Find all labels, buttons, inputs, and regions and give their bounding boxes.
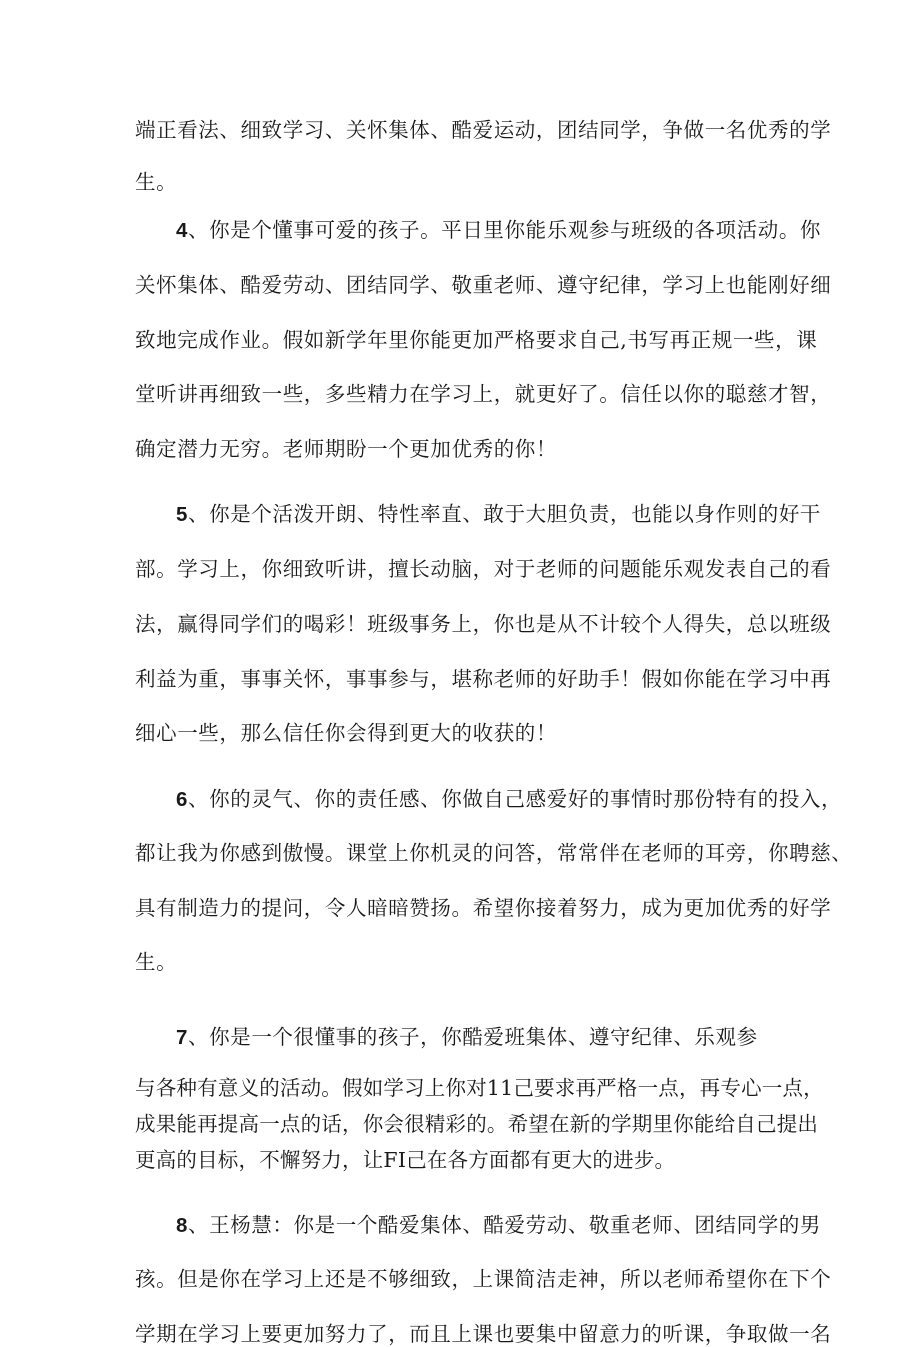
line-text: 都让我为你感到傲慢。课堂上你机灵的问答，常常伴在老师的耳旁，你聘慈、 bbox=[135, 841, 853, 865]
line-text: 成果能再提高一点的话，你会很精彩的。希望在新的学期里你能给自己提出 bbox=[135, 1112, 819, 1136]
line-text: 生。 bbox=[135, 170, 178, 194]
text-line bbox=[135, 1147, 675, 1173]
item-number: 6 bbox=[176, 788, 189, 811]
line-text: 学期在学习上要更加努力了，而且上课也要集中留意力的听课，争取做一名 bbox=[135, 1322, 832, 1346]
line-text: 更高的目标，不懈努力，让FI己在各方面都有更大的进步。 bbox=[135, 1148, 676, 1172]
line-text: 堂听讲再细致一些，多些精力在学习上，就更好了。信任以你的聪慈才智， bbox=[135, 382, 832, 406]
item-number: 4 bbox=[176, 219, 189, 242]
line-text: 细心一些，那么信任你会得到更大的收获的！ bbox=[135, 721, 557, 745]
line-text: 端正看法、细致学习、关怀集体、酷爱运动，团结同学，争做一名优秀的学 bbox=[135, 118, 832, 142]
text-line bbox=[135, 720, 557, 746]
text-line bbox=[135, 949, 177, 975]
line-text: 关怀集体、酷爱劳动、团结同学、敬重老师、遵守纪律，学习上也能刚好细 bbox=[135, 273, 832, 297]
paragraph-first-line bbox=[176, 786, 842, 813]
text-line bbox=[135, 1321, 831, 1347]
text-line bbox=[135, 1111, 818, 1137]
text-line bbox=[135, 1075, 824, 1101]
line-text: 孩。但是你在学习上还是不够细致，上课简洁走神，所以老师希望你在下个 bbox=[135, 1267, 832, 1291]
line-text: 致地完成作业。假如新学年里你能更加严格要求自己,书写再正规一些，课 bbox=[135, 328, 818, 352]
line-text: 具有制造力的提问，令人暗暗赞扬。希望你接着努力，成为更加优秀的好学 bbox=[135, 896, 832, 920]
text-line bbox=[135, 666, 831, 692]
line-text: 与各种有意义的活动。假如学习上你对11己要求再严格一点，再专心一点， bbox=[135, 1076, 824, 1100]
text-line bbox=[135, 117, 831, 143]
line-text: 利益为重，事事关怀，事事参与，堪称老师的好助手！假如你能在学习中再 bbox=[135, 667, 832, 691]
text-line bbox=[135, 272, 831, 298]
line-text: 、你是一个很懂事的孩子，你酷爱班集体、遵守纪律、乐观参 bbox=[188, 1025, 758, 1049]
line-text: 、你的灵气、你的责任感、你做自己感爱好的事情时那份特有的投入， bbox=[188, 787, 843, 811]
paragraph-first-line bbox=[176, 1212, 821, 1239]
text-line bbox=[135, 611, 831, 637]
item-number: 7 bbox=[176, 1026, 189, 1049]
item-number: 5 bbox=[176, 503, 189, 526]
text-line bbox=[135, 381, 831, 407]
line-text: 、王杨慧：你是一个酷爱集体、酷爱劳动、敬重老师、团结同学的男 bbox=[188, 1213, 822, 1237]
text-line bbox=[135, 169, 177, 195]
line-text: 、你是个活泼开朗、特性率直、敢于大胆负责，也能以身作则的好干 bbox=[188, 502, 822, 526]
paragraph-first-line bbox=[176, 1024, 758, 1051]
line-text: 法，赢得同学们的喝彩！班级事务上，你也是从不计较个人得失，总以班级 bbox=[135, 612, 832, 636]
text-line bbox=[135, 556, 831, 582]
item-number: 8 bbox=[176, 1214, 189, 1237]
text-line bbox=[135, 436, 557, 462]
line-text: 、你是个懂事可爱的孩子。平日里你能乐观参与班级的各项活动。你 bbox=[188, 218, 822, 242]
text-line bbox=[135, 1266, 831, 1292]
line-text: 确定潜力无穷。老师期盼一个更加优秀的你！ bbox=[135, 437, 557, 461]
text-line bbox=[135, 327, 817, 353]
paragraph-first-line bbox=[176, 501, 821, 528]
text-line bbox=[135, 895, 831, 921]
paragraph-first-line bbox=[176, 217, 821, 244]
text-line bbox=[135, 840, 852, 866]
line-text: 生。 bbox=[135, 950, 178, 974]
line-text: 部。学习上，你细致听讲，擅长动脑，对于老师的问题能乐观发表自己的看 bbox=[135, 557, 832, 581]
